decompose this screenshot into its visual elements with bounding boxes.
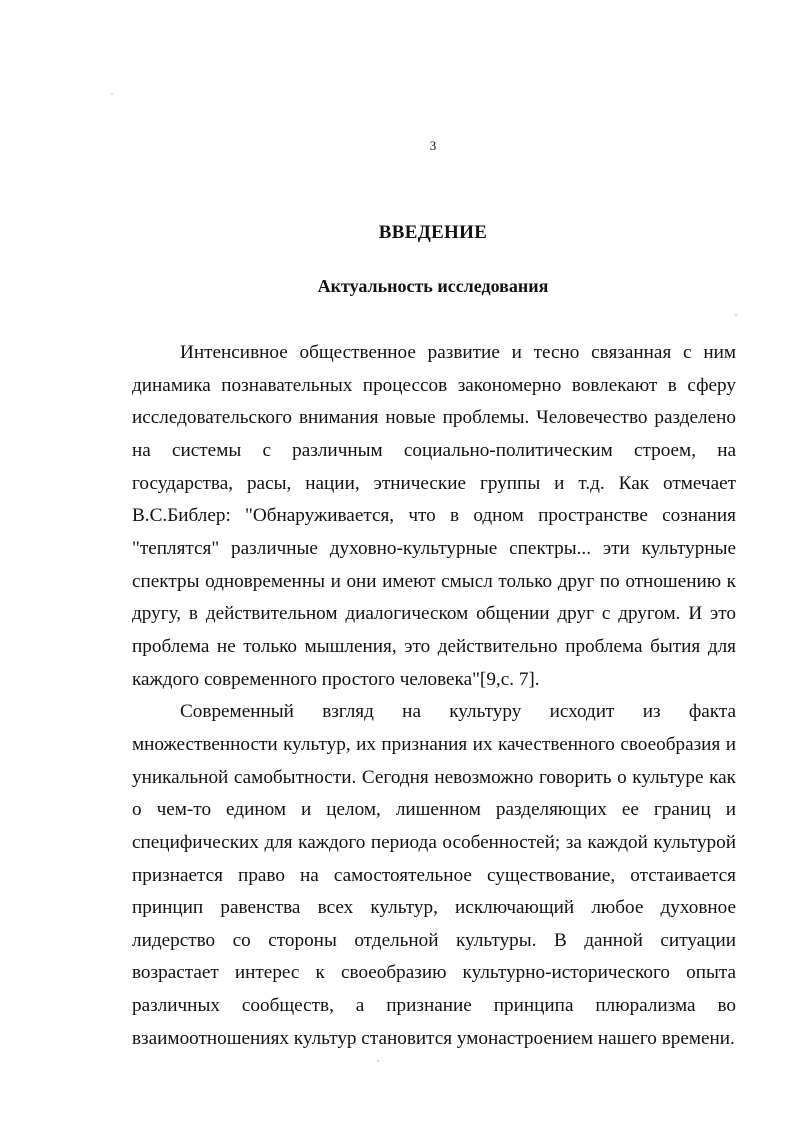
scan-speck	[377, 1060, 379, 1062]
paragraph-1: Интенсивное общественное развитие и тесно связанная с ним динамика познавательных процессов закономерно вовлекают в сферу исследовательского внимания новые проблемы. Человечество разделено на системы с различным социально-политическим строем, на государства, расы, нации, этнические группы и т.д. Как отмечает В.С.Библер: "Обнаруживается, что в одном пространстве сознания "теплятся" различные духовно-культурные спектры... эти культурные спектры одновременны и они имеют смысл только друг по отношению к другу, в действительном диалогическом общении друг с другом. И это проблема не только мышления, это действительно проблема бытия для каждого современного простого человека"[9,с. 7].	[132, 342, 736, 690]
page-number: 3	[429, 138, 437, 153]
body-text	[132, 337, 736, 1055]
section-subtitle: Актуальность исследования	[317, 276, 549, 296]
scan-speck	[111, 93, 113, 95]
section-title: ВВЕДЕНИЕ	[378, 222, 488, 243]
scan-speck	[735, 314, 737, 316]
paragraph-2: Современный взгляд на культуру исходит из факта множественности культур, их признания их качественного своеобразия и уникальной самобытности. Сегодня невозможно говорить о культуре как о чем-то едином и целом, лишенном разделяющих ее границ и специфических для каждого периода особенностей; за каждой культурой признается право на самостоятельное существование, отстаивается принцип равенства всех культур, исключающий любое духовное лидерство со стороны отдельной культуры. В данной ситуации возрастает интерес к своеобразию культурно-исторического опыта различных сообществ, а признание принципа плюрализма во взаимоотношениях культур становится умонастроением нашего времени.	[132, 701, 736, 1049]
